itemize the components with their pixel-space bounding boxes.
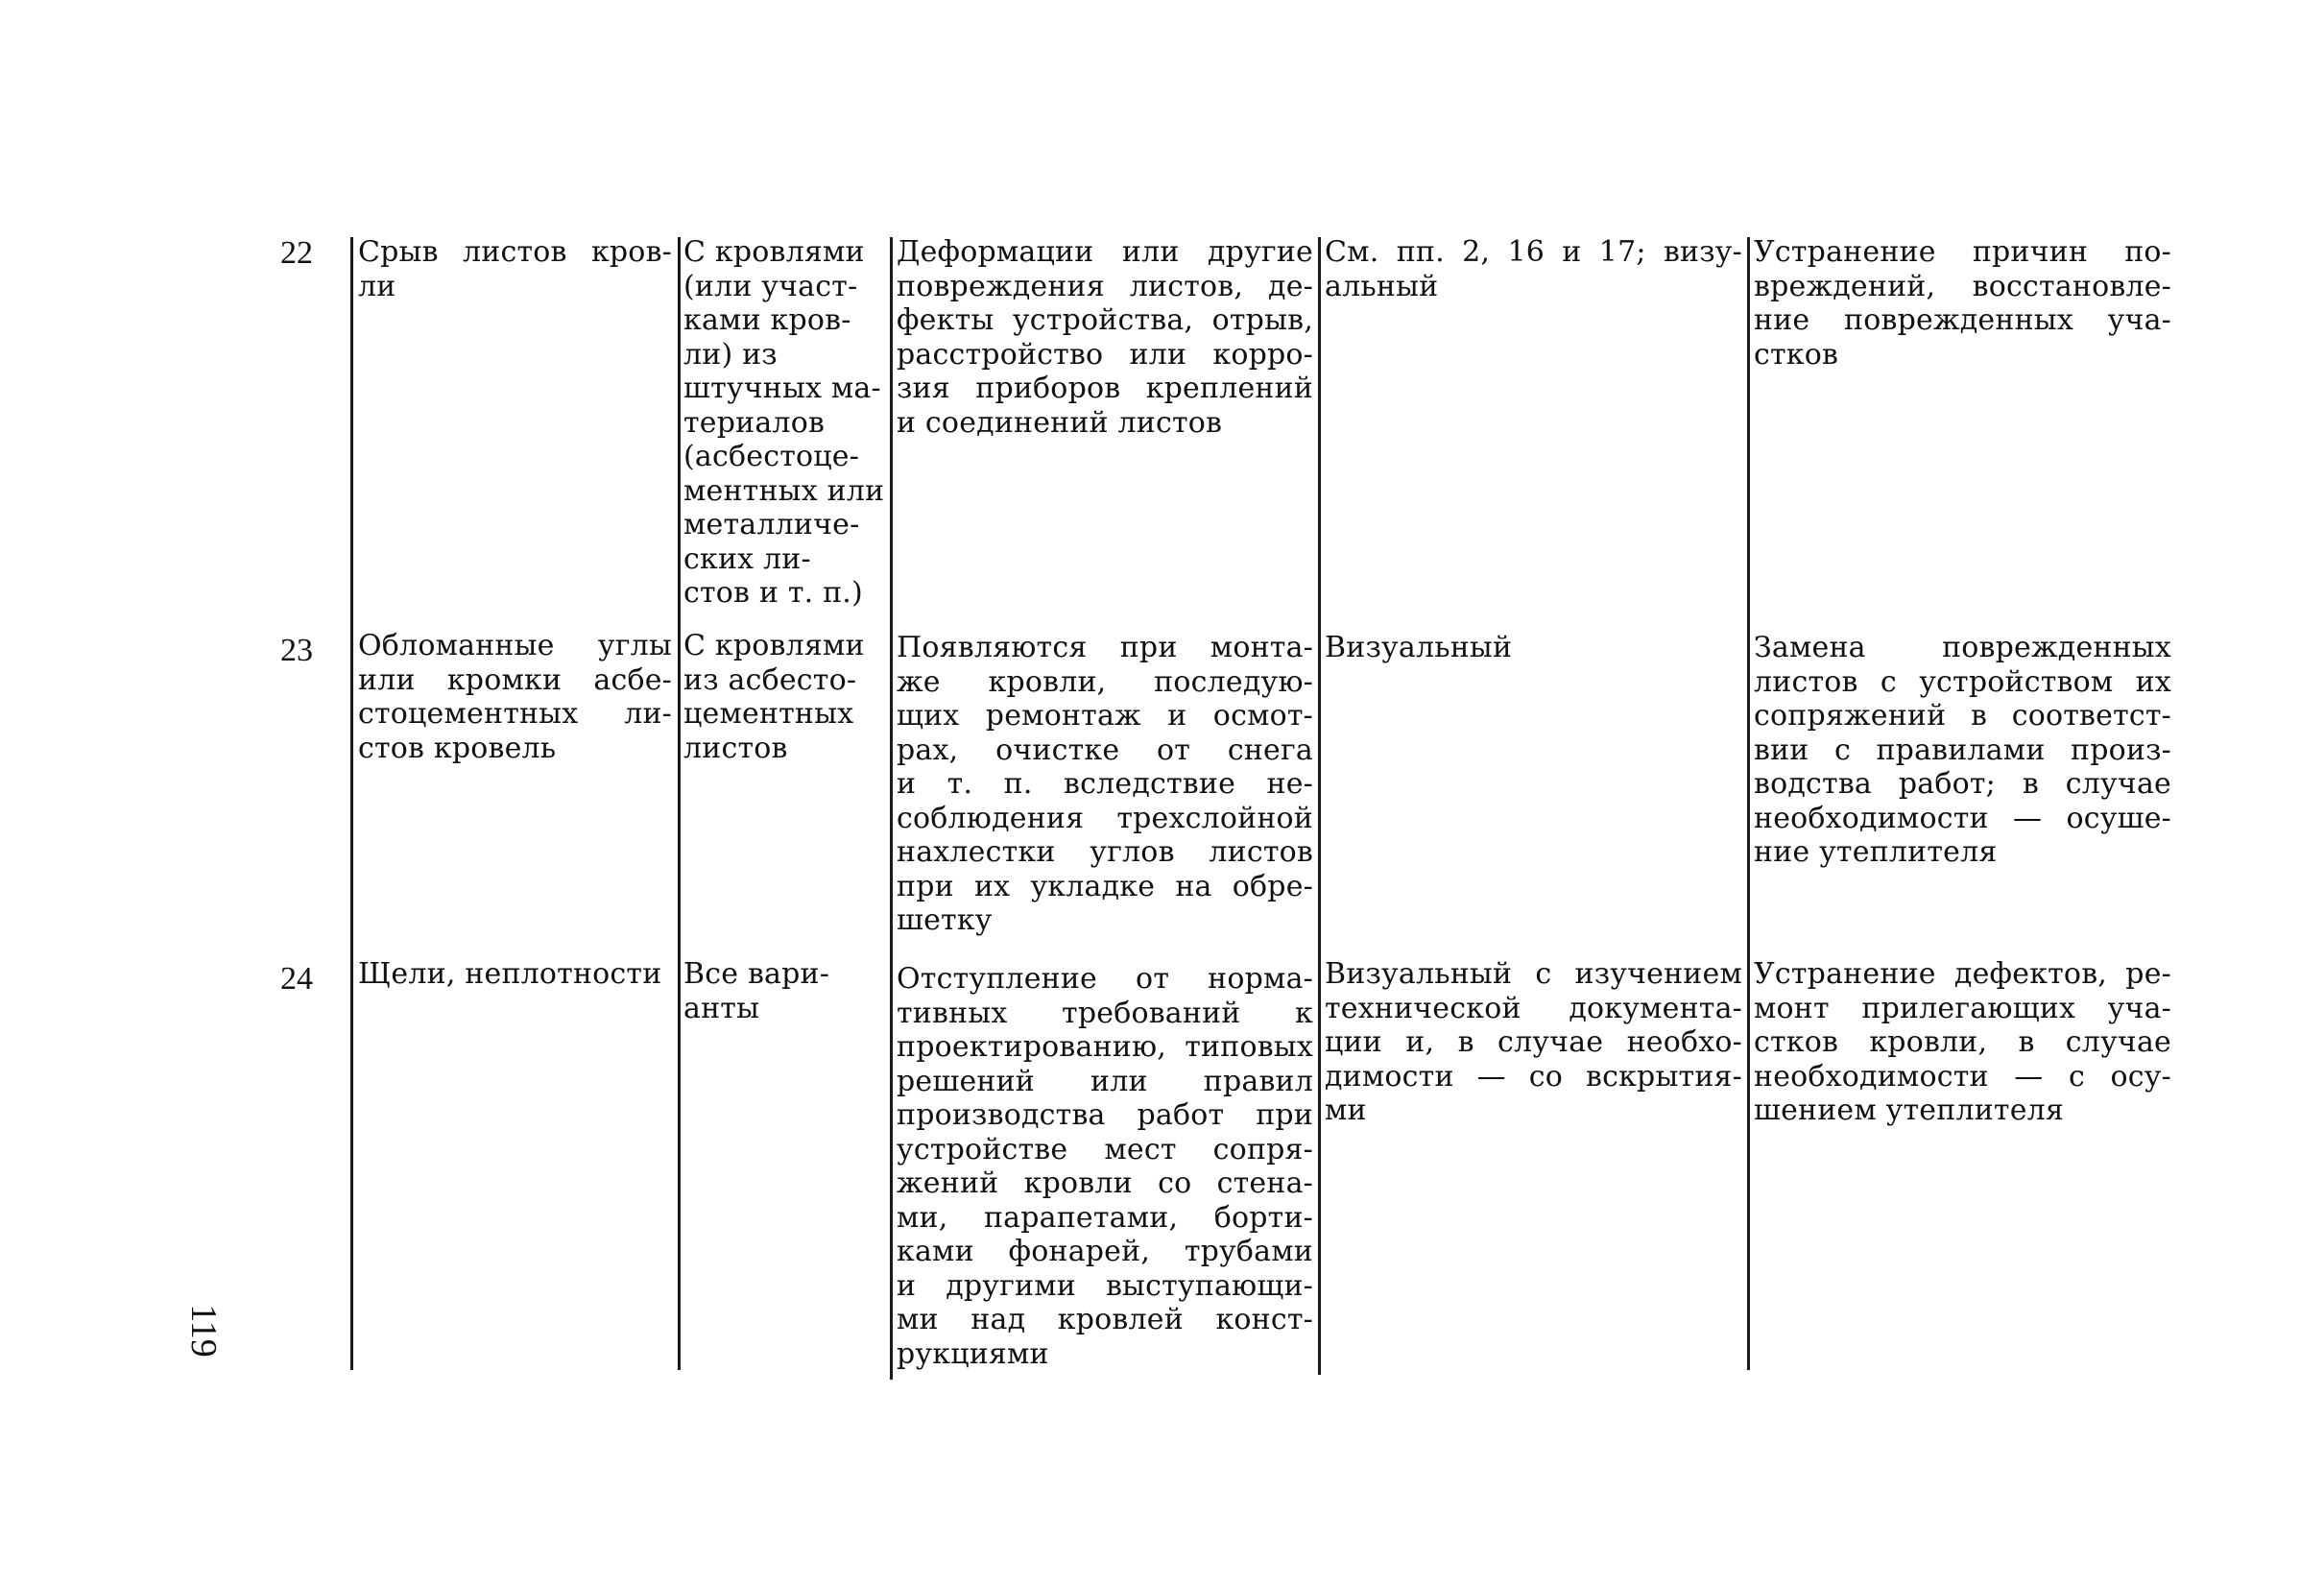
cell-line: (асбестоце- — [683, 440, 860, 473]
cell-line: сопряжений в соответст- — [1754, 699, 2171, 733]
cell-line: ских ли- — [683, 541, 811, 576]
cell-line: ками кров- — [683, 303, 851, 337]
cell-line: стков кровли, в случае — [1754, 1025, 2171, 1059]
method-cell — [1325, 235, 1742, 303]
cell-line: ние поврежденных уча- — [1754, 303, 2171, 337]
cell-line: вии с правилами произ- — [1754, 733, 2171, 767]
cell-line: рах, очистке от снега — [897, 733, 1313, 767]
cell-line: расстройство или корро- — [897, 337, 1313, 372]
cell-line: Все вари- — [683, 957, 830, 991]
cell-line: Деформации или другие — [897, 235, 1313, 269]
cell-line: жений кровли со стена- — [897, 1166, 1313, 1200]
cell-line: устройстве мест сопря- — [897, 1132, 1313, 1166]
cell-line: соблюдения трехслойной — [897, 801, 1313, 835]
cell-line: ции и, в случае необхо- — [1325, 1025, 1742, 1059]
cell-line: цементных — [683, 697, 854, 731]
type-cell — [683, 957, 887, 1025]
remedy-cell — [1754, 235, 2171, 372]
column-rule-2 — [678, 237, 681, 1370]
cell-line: производства работ при — [897, 1098, 1313, 1132]
cell-line: штучных ма- — [683, 372, 881, 405]
type-cell — [683, 629, 887, 765]
cell-line: шетку — [897, 903, 993, 937]
cell-line: из асбесто- — [683, 662, 857, 697]
cell-line: Срыв листов кров- — [358, 235, 672, 269]
cell-line: анты — [683, 991, 760, 1025]
cell-line: димости — со вскрытия- — [1325, 1059, 1742, 1094]
cell-line: и соединений листов — [897, 405, 1223, 440]
cell-line: вреждений, восстановле- — [1754, 269, 2171, 303]
cell-line: и другими выступающи- — [897, 1268, 1313, 1303]
cell-line: См. пп. 2, 16 и 17; визу- — [1325, 235, 1742, 269]
cell-line: водства работ; в случае — [1754, 767, 2171, 801]
cell-line: шением утеплителя — [1754, 1094, 2065, 1127]
cell-line: и т. п. вследствие не- — [897, 767, 1313, 801]
cell-line: ками фонарей, трубами — [897, 1235, 1313, 1268]
cell-line: ли) из — [683, 337, 778, 372]
cell-line: монт прилегающих уча- — [1754, 991, 2171, 1025]
cell-line: необходимости — осуше- — [1754, 801, 2171, 835]
cell-line: необходимости — с осу- — [1754, 1059, 2171, 1094]
page-number: 119 — [183, 1304, 224, 1358]
cell-line: Появляются при монта- — [897, 631, 1313, 664]
cell-line: щих ремонтаж и осмот- — [897, 699, 1313, 733]
cell-line: листов — [683, 731, 788, 765]
method-cell — [1325, 631, 1742, 665]
cell-line: ментных или — [683, 473, 885, 508]
defect-cell — [358, 629, 672, 765]
cell-line: или кромки асбе- — [358, 662, 672, 697]
cause-cell — [897, 962, 1313, 1371]
cell-line: рукциями — [897, 1336, 1049, 1371]
cell-line: листов с устройством их — [1754, 664, 2171, 699]
cell-line: ние утеплителя — [1754, 835, 1998, 869]
cell-line: зия приборов креплений — [897, 372, 1313, 405]
cell-line: ми над кровлей конст- — [897, 1303, 1313, 1336]
remedy-cell — [1754, 631, 2171, 870]
cell-line: проектированию, типовых — [897, 1030, 1313, 1064]
cell-line: повреждения листов, де- — [897, 269, 1313, 303]
cell-line: Устранение причин по- — [1754, 235, 2171, 269]
cell-line: Обломанные углы — [358, 629, 672, 662]
column-rule-4 — [1318, 237, 1321, 1375]
cell-line: металличе- — [683, 508, 860, 541]
cell-line: Визуальный с изучением — [1325, 957, 1742, 991]
cell-line: технической документа- — [1325, 991, 1742, 1025]
column-rule-5 — [1747, 237, 1750, 1370]
cell-line: же кровли, последую- — [897, 664, 1313, 699]
type-cell — [683, 235, 887, 611]
cell-line: ли — [358, 269, 396, 303]
cell-line: С кровлями — [683, 235, 865, 269]
cell-line: ми — [1325, 1094, 1367, 1127]
cell-line: ми, парапетами, борти- — [897, 1200, 1313, 1235]
cell-line: С кровлями — [683, 629, 865, 662]
cell-line: стов и т. п.) — [683, 576, 863, 610]
column-rule-3 — [890, 237, 893, 1380]
defect-cell — [358, 235, 672, 303]
cell-line: фекты устройства, отрыв, — [897, 303, 1313, 337]
cause-cell — [897, 631, 1313, 938]
cell-line: териалов — [683, 405, 826, 440]
cell-line: (или участ- — [683, 269, 858, 303]
defect-cell — [358, 957, 672, 992]
cell-line: Замена поврежденных — [1754, 631, 2171, 664]
cell-line: Устранение дефектов, ре- — [1754, 957, 2171, 991]
row-number: 23 — [280, 633, 313, 668]
method-cell — [1325, 957, 1742, 1128]
cell-line: при их укладке на обре- — [897, 869, 1313, 903]
cell-line: Отступление от норма- — [897, 962, 1313, 996]
row-number: 22 — [280, 235, 313, 271]
cell-line: стков — [1754, 337, 1839, 372]
row-number: 24 — [280, 961, 313, 997]
cell-line: Щели, неплотности — [358, 957, 662, 991]
cell-line: решений или правил — [897, 1064, 1313, 1098]
cell-line: тивных требований к — [897, 996, 1313, 1030]
cell-line: альный — [1325, 269, 1439, 303]
cell-line: стов кровель — [358, 731, 557, 765]
cell-line: стоцементных ли- — [358, 697, 672, 731]
cell-line: Визуальный — [1325, 631, 1513, 664]
cell-line: нахлестки углов листов — [897, 835, 1313, 869]
remedy-cell — [1754, 957, 2171, 1128]
cause-cell — [897, 235, 1313, 440]
column-rule-1 — [350, 237, 353, 1370]
